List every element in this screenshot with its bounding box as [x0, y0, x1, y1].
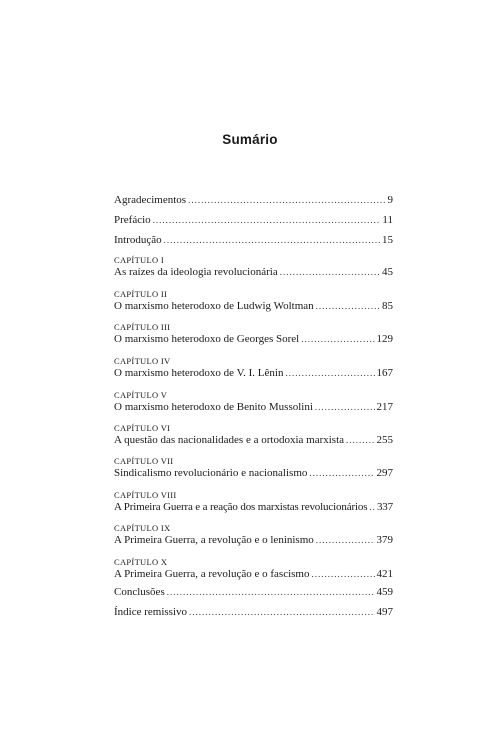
toc-page-number: 379: [376, 534, 393, 546]
toc-entry-title: A Primeira Guerra e a reação dos marxistas revolucionários: [114, 501, 368, 513]
dot-leader: [153, 213, 381, 227]
chapter-label: CAPÍTULO II: [114, 289, 168, 299]
toc-entry[interactable]: [114, 585, 393, 599]
toc-entry-title: O marxismo heterodoxo de Georges Sorel: [114, 333, 300, 345]
toc-entry-title: A questão das nacionalidades e a ortodoxia marxista: [114, 434, 345, 446]
dot-leader: [167, 585, 375, 599]
chapter-label: CAPÍTULO VI: [114, 423, 171, 433]
toc-entry[interactable]: [114, 233, 393, 247]
toc-page-number: 497: [376, 606, 393, 618]
toc-entry[interactable]: [114, 490, 393, 514]
toc-line: [114, 233, 393, 247]
toc-entry[interactable]: [114, 255, 393, 279]
toc-page-number: 421: [376, 568, 393, 580]
toc-entry[interactable]: [114, 322, 393, 346]
toc-entry-title: Conclusões: [114, 586, 165, 598]
toc-page-number: 11: [382, 214, 393, 226]
toc-entry-title: Introdução: [114, 234, 162, 246]
toc-entry[interactable]: [114, 356, 393, 380]
chapter-label: CAPÍTULO V: [114, 390, 168, 400]
toc-page-number: 255: [376, 434, 393, 446]
toc-page-number: 297: [376, 467, 393, 479]
toc-line: [114, 533, 393, 547]
toc-line: [114, 400, 393, 414]
chapter-label: CAPÍTULO VII: [114, 456, 174, 466]
toc-entry[interactable]: [114, 213, 393, 227]
toc-page-number: 459: [376, 586, 393, 598]
toc-page-number: 85: [382, 300, 393, 312]
chapter-label: CAPÍTULO III: [114, 322, 171, 332]
toc-line: [114, 213, 393, 227]
toc-entry-title: As raízes da ideologia revolucionária: [114, 266, 278, 278]
toc-entry-title: Agradecimentos: [114, 194, 187, 206]
toc-entry[interactable]: [114, 605, 393, 619]
toc-entry[interactable]: [114, 456, 393, 480]
dot-leader: [164, 233, 380, 247]
toc-page-number: 217: [376, 401, 393, 413]
toc-page-number: 337: [376, 501, 393, 513]
toc-line: [114, 433, 393, 447]
toc-line: [114, 500, 393, 514]
toc-line: [114, 567, 393, 581]
toc-line: [114, 366, 393, 380]
chapter-label: CAPÍTULO IV: [114, 356, 171, 366]
chapter-label: CAPÍTULO VIII: [114, 490, 177, 500]
dot-leader: [189, 605, 374, 619]
toc-line: [114, 585, 393, 599]
toc-entry-title: O marxismo heterodoxo de V. I. Lênin: [114, 367, 284, 379]
toc-entry[interactable]: [114, 423, 393, 447]
toc-entry[interactable]: [114, 289, 393, 313]
toc-entry-title: Sindicalismo revolucionário e nacionalismo: [114, 467, 308, 479]
dot-leader: [301, 332, 374, 346]
toc-entry[interactable]: [114, 523, 393, 547]
toc-line: [114, 299, 393, 313]
dot-leader: [346, 433, 374, 447]
dot-leader: [309, 466, 374, 480]
toc-page-number: 129: [376, 333, 393, 345]
toc-entry-title: Prefácio: [114, 214, 151, 226]
dot-leader: [285, 366, 374, 380]
toc-entry[interactable]: [114, 557, 393, 581]
toc-page-number: 167: [376, 367, 393, 379]
toc-entry-title: A Primeira Guerra, a revolução e o fascismo: [114, 568, 310, 580]
dot-leader: [280, 265, 380, 279]
page-title: Sumário: [222, 132, 278, 147]
dot-leader: [188, 193, 385, 207]
toc-line: [114, 605, 393, 619]
dot-leader: [316, 533, 375, 547]
toc-entry-title: Índice remissivo: [114, 606, 188, 618]
toc-line: [114, 466, 393, 480]
dot-leader: [315, 400, 375, 414]
toc-line: [114, 265, 393, 279]
toc-entry-title: A Primeira Guerra, a revolução e o leninismo: [114, 534, 314, 546]
toc-entry[interactable]: [114, 193, 393, 207]
chapter-label: CAPÍTULO X: [114, 557, 168, 567]
toc-entry[interactable]: [114, 390, 393, 414]
chapter-label: CAPÍTULO IX: [114, 523, 171, 533]
dot-leader: [369, 500, 375, 514]
toc-page-number: 9: [387, 194, 393, 206]
toc-page-number: 15: [382, 234, 393, 246]
toc-page-number: 45: [382, 266, 393, 278]
toc-entry-title: O marxismo heterodoxo de Benito Mussolini: [114, 401, 313, 413]
toc-entry-title: O marxismo heterodoxo de Ludwig Woltman: [114, 300, 314, 312]
toc-line: [114, 332, 393, 346]
toc-line: [114, 193, 393, 207]
dot-leader: [311, 567, 374, 581]
chapter-label: CAPÍTULO I: [114, 255, 164, 265]
dot-leader: [316, 299, 380, 313]
